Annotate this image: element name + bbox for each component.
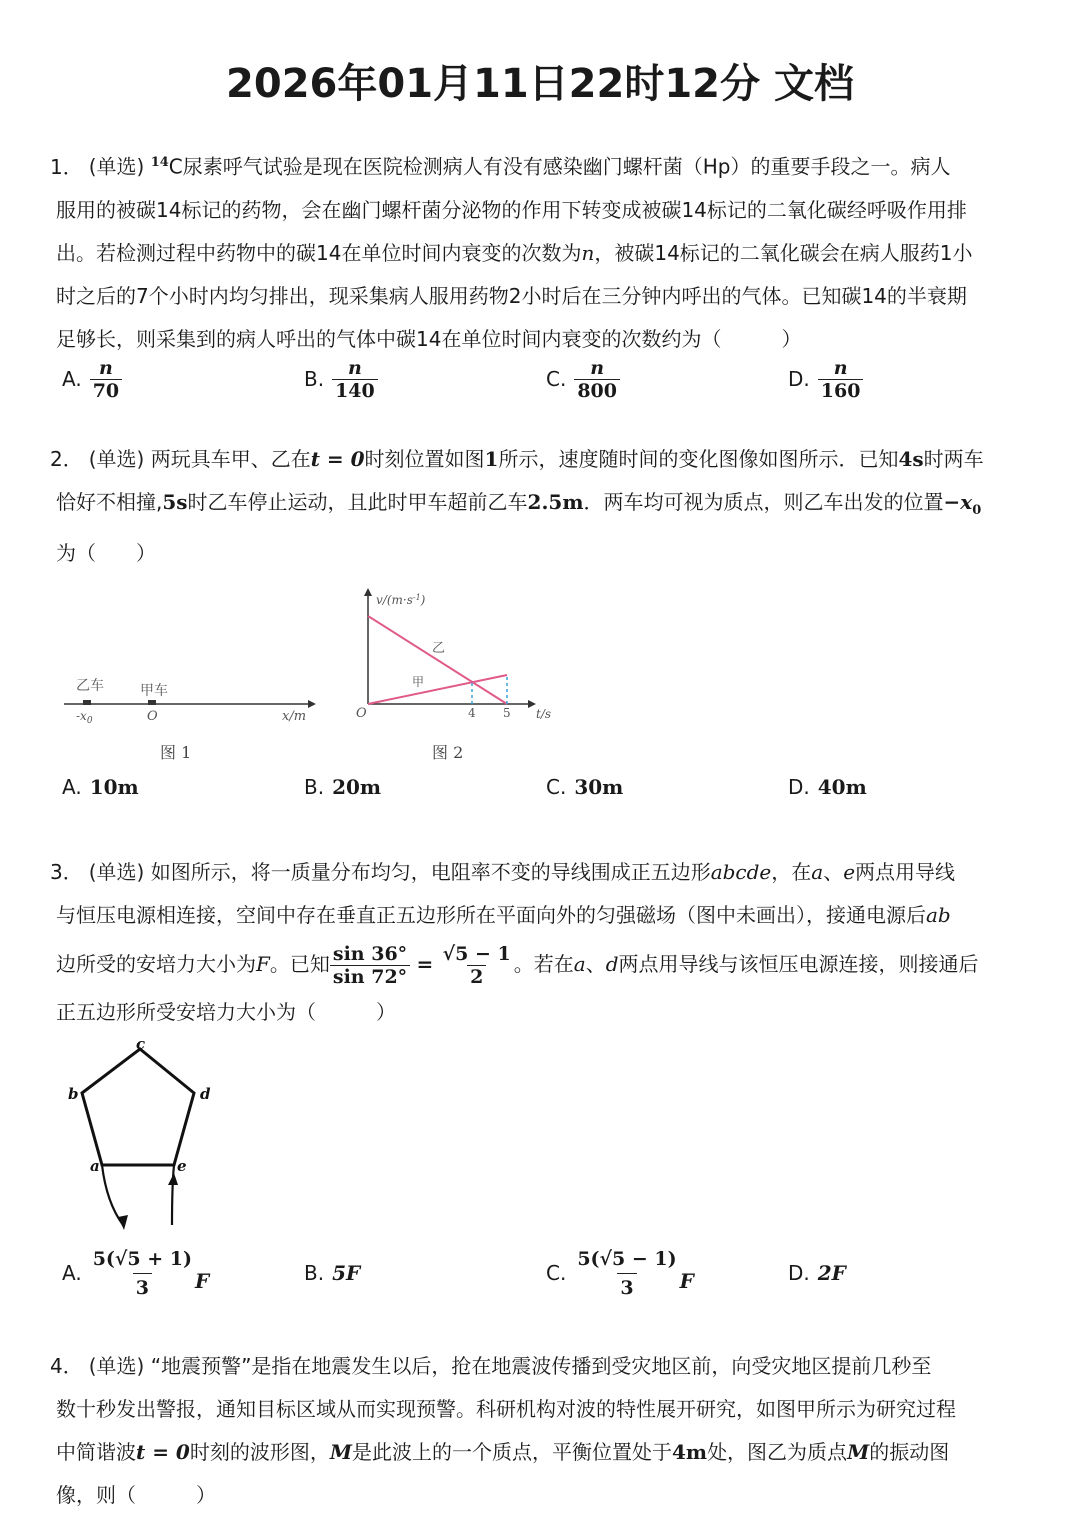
- vertex-c: c: [136, 1035, 146, 1053]
- q1-var-n: n: [581, 240, 595, 265]
- x-axis-label: x/m: [282, 709, 307, 724]
- q3-option-a[interactable]: A. $\frac{5(√5 + 1)}{3}$ F: [62, 1240, 209, 1306]
- question-number: 3．: [50, 860, 83, 884]
- question-type: (单选): [88, 447, 145, 471]
- origin-label: O: [147, 709, 158, 724]
- q2-options: [62, 762, 962, 812]
- q2-option-a[interactable]: A. 10m: [62, 775, 139, 799]
- tick-4: 4: [468, 706, 476, 720]
- v-axis-label: $v/(m\cdot s^{-1})$: [376, 593, 426, 607]
- question-2: 2． (单选) 两玩具车甲、乙在t = 0时刻位置如图1所示，速度随时间的变化图像如图所示．已知4s时两车 恰好不相撞,5s时乙车停止运动，且此时甲车超前乙车2.5m．两车均可视为质点，则乙车出发的位置$-x_0$ 为（ ）: [50, 447, 984, 565]
- q1-options: [62, 354, 962, 404]
- q3-option-d[interactable]: D. 2F: [788, 1261, 846, 1285]
- question-type: (单选): [88, 1354, 145, 1378]
- q1-line3b: ，被碳14标记的二氧化碳会在病人服药1小: [594, 240, 973, 265]
- q1-option-d[interactable]: D. $\frac{n}{160}$: [788, 354, 863, 404]
- figure-2-velocity-graph: [350, 586, 560, 768]
- vertex-d: d: [200, 1085, 211, 1103]
- t-axis-label: t/s: [536, 707, 552, 721]
- question-4: 4． (单选) “地震预警”是指在地震发生以后，抢在地震波传播到受灾地区前，向受灾地区提前几秒至 数十秒发出警报，通知目标区域从而实现预警。科研机构对波的特性展开研究，如图甲所示为研究过程 中简谐波t = 0时刻的波形图，M是此波上的一个质点，平衡位置处于4m处，图乙为质点M的振动图 像，则（ ）: [50, 1354, 956, 1507]
- q1-line3a: 出。若检测过程中药物中的碳14在单位时间内衰变的次数为: [56, 240, 582, 265]
- question-type: (单选): [88, 860, 145, 884]
- jia-label: 甲: [412, 675, 425, 689]
- question-1: [50, 141, 1035, 361]
- q1-line5: 足够长，则采集到的病人呼出的气体中碳14在单位时间内衰变的次数约为（ ）: [56, 326, 802, 351]
- q3-options: [62, 1240, 962, 1306]
- q1-option-b[interactable]: B. $\frac{n}{140}$: [304, 354, 378, 404]
- figure-1-caption: 图 1: [160, 743, 192, 762]
- q1-option-c[interactable]: C. $\frac{n}{800}$: [546, 354, 620, 404]
- vertex-a: a: [90, 1157, 100, 1175]
- q3-option-b[interactable]: B. 5F: [304, 1261, 361, 1285]
- question-number: 1．: [50, 154, 83, 179]
- origin-label: O: [356, 706, 367, 721]
- q3-option-c[interactable]: C. $\frac{5(√5 - 1)}{3}$ F: [546, 1240, 694, 1306]
- tick-5: 5: [503, 706, 511, 720]
- question-3: 3． (单选) 如图所示，将一质量分布均匀，电阻率不变的导线围成正五边形abcde，在a、e两点用导线 与恒压电源相连接，空间中存在垂直正五边形所在平面向外的匀强磁场（图中未画出），接通电源后ab 边所受的安培力大小为F。已知 $\frac{\sin 36^\circ}{\sin 72^\circ}$ = $\frac{√5 - 1}{2}$ 。若在a、d两点用导线与该恒压电源连接，则接通后 正五边形所受安培力大小为（ ）: [50, 860, 979, 1024]
- car-yi-label: 乙车: [76, 678, 104, 694]
- x0-label: $-x_0$: [76, 709, 93, 726]
- car-jia-label: 甲车: [140, 683, 168, 699]
- question-number: 4．: [50, 1354, 83, 1378]
- given-fraction-root5: $\frac{√5 - 1}{2}$: [442, 943, 511, 988]
- vertex-b: b: [68, 1085, 79, 1103]
- given-fraction-sin: $\frac{\sin 36^\circ}{\sin 72^\circ}$: [330, 943, 410, 988]
- q2-option-d[interactable]: D. 40m: [788, 775, 867, 799]
- superscript-14: 14: [150, 155, 169, 170]
- q1-option-a[interactable]: A. $\frac{n}{70}$: [62, 354, 122, 404]
- question-type: (单选): [88, 154, 145, 179]
- figure-1-position: [60, 668, 320, 768]
- q1-line1: C尿素呼气试验是现在医院检测病人有没有感染幽门螺杆菌（Hp）的重要手段之一。病人: [168, 154, 951, 179]
- vertex-e: e: [177, 1157, 187, 1175]
- q2-option-b[interactable]: B. 20m: [304, 775, 382, 799]
- q2-option-c[interactable]: C. 30m: [546, 775, 624, 799]
- line-jia: [368, 675, 507, 704]
- page-title: 2026年01月11日22时12分 文档: [226, 61, 854, 107]
- figure-2-caption: 图 2: [432, 743, 464, 762]
- question-number: 2．: [50, 447, 83, 471]
- q1-line4: 时之后的7个小时内均匀排出，现采集病人服用药物2小时后在三分钟内呼出的气体。已知碳14的半衰期: [56, 283, 967, 308]
- yi-label: 乙: [432, 641, 446, 656]
- line-yi: [368, 616, 507, 704]
- q1-line2: 服用的被碳14标记的药物，会在幽门螺杆菌分泌物的作用下转变成被碳14标记的二氧化碳经呼吸作用排: [56, 197, 967, 222]
- pentagon-figure: [60, 1035, 230, 1235]
